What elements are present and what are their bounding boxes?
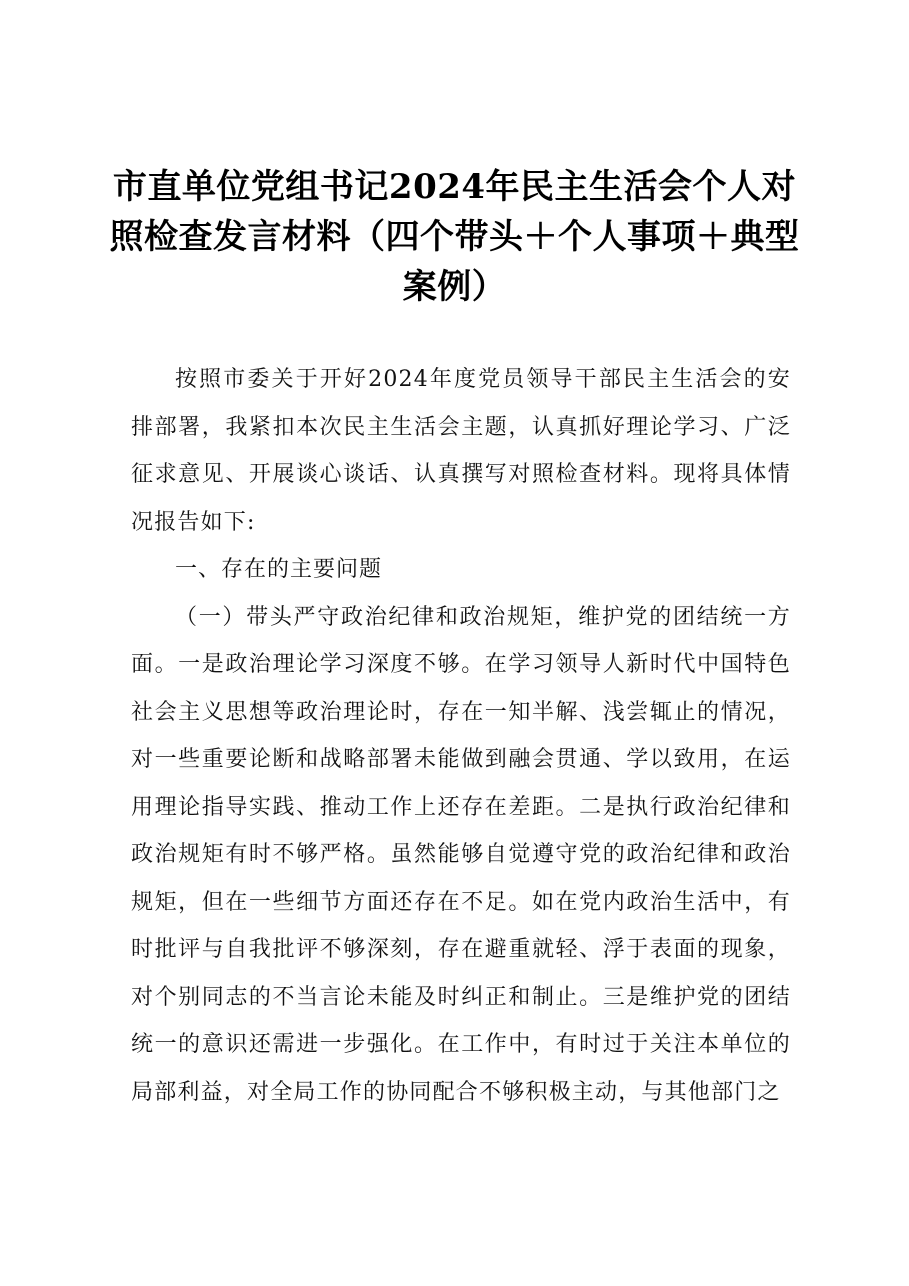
document-body <box>131 356 791 1116</box>
subsection-text: 一是政治理论学习深度不够。在学习领导人新时代中国特色社会主义思想等政治理论时，存在一知半解、浅尝辄止的情况，对一些重要论断和战略部署未能做到融会贯通、学以致用，在运用理论指导实践、推动工作上还存在差距。二是执行政治纪律和政治规矩有时不够严格。虽然能够自觉遵守党的政治纪律和政治规矩，但在一些细节方面还存在不足。如在党内政治生活中，有时批评与自我批评不够深刻，存在避重就轻、浮于表面的现象，对个别同志的不当言论未能及时纠正和制止。三是维护党的团结统一的意识还需进一步强化。在工作中，有时过于关注本单位的局部利益，对全局工作的协同配合不够积极主动，与其他部门之 <box>131 652 791 1105</box>
section-heading: 一、存在的主要问题 <box>175 557 383 582</box>
subsection-paragraph <box>131 594 791 1117</box>
document-title: 市直单位党组书记2024年民主生活会个人对照检查发言材料（四个带头＋个人事项＋典型案例） <box>109 167 800 307</box>
intro-paragraph: 按照市委关于开好2024年度党员领导干部民主生活会的安排部署，我紧扣本次民主生活会主题，认真抓好理论学习、广泛征求意见、开展谈心谈话、认真撰写对照检查材料。现将具体情况报告如下: <box>131 367 791 535</box>
subsection-heading: （一）带头严守政治纪律和政治规矩，维护党的团结统一方面。 <box>131 604 791 677</box>
